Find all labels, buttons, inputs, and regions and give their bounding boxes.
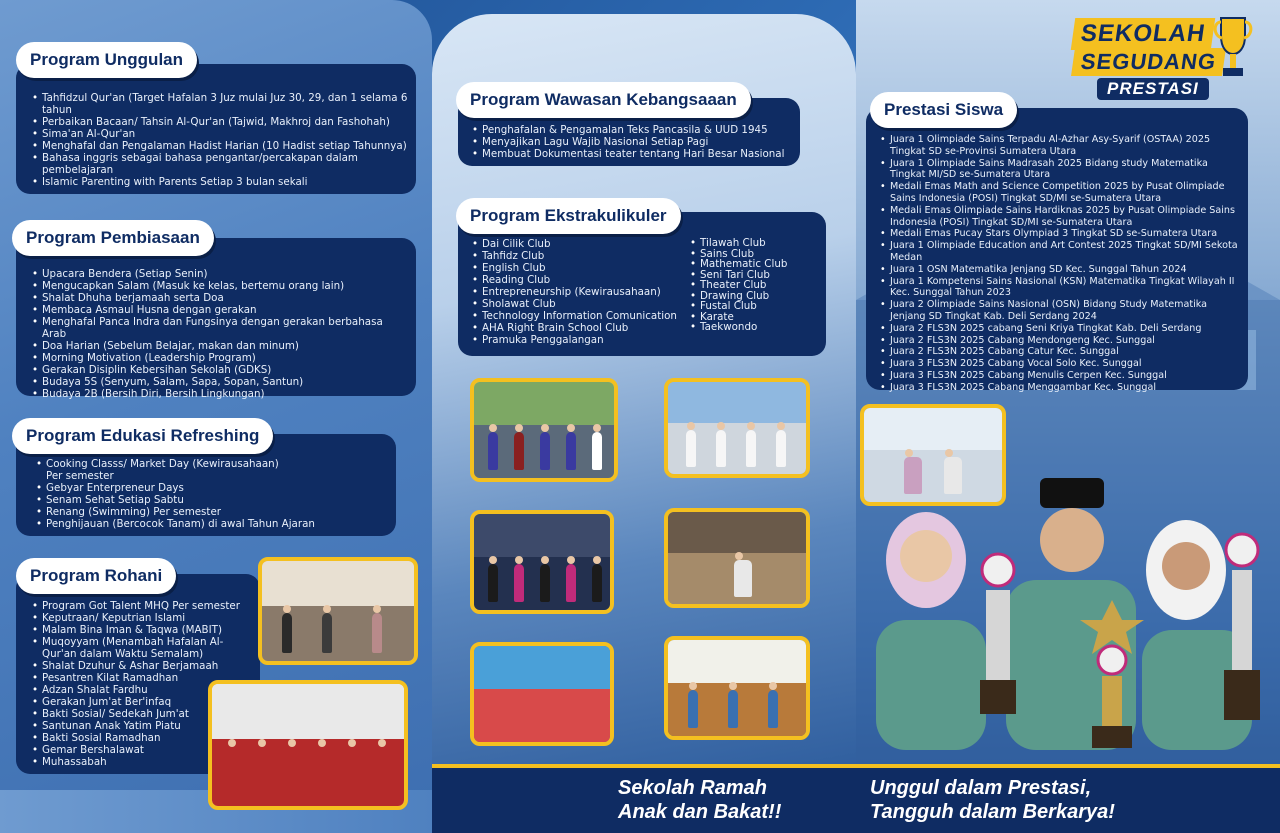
list-item: • Fustal Club xyxy=(688,301,818,312)
list-item: • Taekwondo xyxy=(688,322,818,333)
photo-karate xyxy=(664,378,810,478)
list-item: • Renang (Swimming) Per semester xyxy=(34,506,384,518)
list-item: • Mathematic Club xyxy=(688,259,818,270)
list-item: • Juara 3 FLS3N 2025 Cabang Vocal Solo Kec. Sunggal xyxy=(878,358,1242,370)
list-item: • Juara 1 Olimpiade Sains Terpadu Al-Azhar Asy-Syarif (OSTAA) 2025 Tingkat SD se-Provinsi Sumatera Utara xyxy=(878,134,1242,158)
list-item: • Gemar Bershalawat xyxy=(30,744,256,756)
photo-rohani-study xyxy=(258,557,418,665)
program-unggulan-title: Program Unggulan xyxy=(16,42,197,78)
list-item: • Senam Sehat Setiap Sabtu xyxy=(34,494,384,506)
list-item: • Islamic Parenting with Parents Setiap 3 bulan sekali xyxy=(30,176,408,188)
photo-dance-performance xyxy=(470,510,614,614)
slogan-right xyxy=(870,776,1115,824)
list-item: • Juara 2 FLS3N 2025 Cabang Mendongeng Kec. Sunggal xyxy=(878,335,1242,347)
list-item: • Tahfidzul Qur'an (Target Hafalan 3 Juz mulai Juz 30, 29, dan 1 selama 6 tahun xyxy=(30,92,408,116)
program-refreshing-list xyxy=(34,458,384,530)
list-item: • Upacara Bendera (Setiap Senin) xyxy=(30,268,410,280)
list-item: • Shalat Dzuhur & Ashar Berjamaah xyxy=(30,660,256,672)
slogan-left-line-2: Anak dan Bakat!! xyxy=(618,801,782,823)
list-item: • Sima'an Al-Qur'an xyxy=(30,128,408,140)
list-item: • Technology Information Comunication xyxy=(470,310,688,322)
prestasi-siswa-list xyxy=(878,134,1242,394)
list-item: • Medali Emas Olimpiade Sains Hardiknas 2025 by Pusat Olimpiade Sains Indonesia (POSI) Tingkat SD/MI se-Sumatera Utara xyxy=(878,205,1242,229)
badge-line-2: SEGUDANG xyxy=(1071,48,1226,76)
program-unggulan-list xyxy=(30,92,408,188)
list-item: • Malam Bina Iman & Taqwa (MABIT) xyxy=(30,624,256,636)
program-kebangsaan-title: Program Wawasan Kebangsaaan xyxy=(456,82,751,118)
list-item: • AHA Right Brain School Club xyxy=(470,322,688,334)
list-item: • Doa Harian (Sebelum Belajar, makan dan minum) xyxy=(30,340,410,352)
list-item: • Sholawat Club xyxy=(470,298,688,310)
program-ekskul-title: Program Ekstrakulikuler xyxy=(456,198,681,234)
list-item: • Sains Club xyxy=(688,249,818,260)
program-rohani-title: Program Rohani xyxy=(16,558,176,594)
list-item: • Cooking Classs/ Market Day (Kewirausahaan) Per semester xyxy=(34,458,284,482)
list-item: • Juara 1 Kompetensi Sains Nasional (KSN) Matematika Tingkat Wilayah II Kec. Sunggal Tahun 2023 xyxy=(878,276,1242,300)
list-item: • Bakti Sosial Ramadhan xyxy=(30,732,256,744)
prestasi-siswa-card xyxy=(866,108,1248,393)
list-item: • Program Got Talent MHQ Per semester xyxy=(30,600,256,612)
photo-school-assembly xyxy=(470,642,614,746)
list-item: • Santunan Anak Yatim Piatu xyxy=(30,720,256,732)
photo-martial-arts-group xyxy=(470,378,618,482)
ekskul-list-col1 xyxy=(470,238,688,346)
list-item: • Juara 1 Olimpiade Sains Madrasah 2025 Bidang study Matematika Tingkat MI/SD se-Sumatera Utara xyxy=(878,158,1242,182)
bottom-slogan-bar xyxy=(432,764,1280,833)
trophy-icon xyxy=(1213,14,1253,94)
list-item: • Seni Tari Club xyxy=(688,270,818,281)
photo-students-lineup xyxy=(208,680,408,810)
list-item: • Karate xyxy=(688,312,818,323)
slogan-right-line-2: Tangguh dalam Berkarya! xyxy=(870,801,1115,823)
list-item: • Shalat Dhuha berjamaah serta Doa xyxy=(30,292,410,304)
list-item: • Gerakan Disiplin Kebersihan Sekolah (GDKS) xyxy=(30,364,410,376)
list-item: • Reading Club xyxy=(470,274,688,286)
list-item: • Gebyar Enterpreneur Days xyxy=(34,482,384,494)
program-pembiasaan-title: Program Pembiasaan xyxy=(12,220,214,256)
list-item: • Juara 3 FLS3N 2025 Cabang Menulis Cerpen Kec. Sunggal xyxy=(878,370,1242,382)
trophy-3 xyxy=(1224,534,1260,720)
list-item: • Bahasa inggris sebagai bahasa pengantar/percakapan dalam pembelajaran xyxy=(30,152,408,176)
list-item: • Muhassabah xyxy=(30,756,256,768)
list-item: • Membuat Dokumentasi teater tentang Hari Besar Nasional xyxy=(470,148,796,160)
badge-line-3: PRESTASI xyxy=(1097,78,1209,100)
list-item: • Penghijauan (Bercocok Tanam) di awal Tahun Ajaran xyxy=(34,518,384,530)
list-item: • Pramuka Penggalangan xyxy=(470,334,688,346)
slogan-right-line-1: Unggul dalam Prestasi, xyxy=(870,777,1092,799)
list-item: • Medali Emas Math and Science Competition 2025 by Pusat Olimpiade Sains Indonesia (POSI) Tingkat SD/MI se-Sumatera Utara xyxy=(878,181,1242,205)
list-item: • Tahfidz Club xyxy=(470,250,688,262)
list-item: • Morning Motivation (Leadership Program) xyxy=(30,352,410,364)
list-item: • Budaya 2B (Bersih Diri, Bersih Lingkungan) xyxy=(30,388,410,400)
list-item: • Mengucapkan Salam (Masuk ke kelas, bertemu orang lain) xyxy=(30,280,410,292)
list-item: • Tilawah Club xyxy=(688,238,818,249)
list-item: • Juara 2 FLS3N 2025 Cabang Catur Kec. Sunggal xyxy=(878,346,1242,358)
list-item: • Adzan Shalat Fardhu xyxy=(30,684,256,696)
slogan-left-line-1: Sekolah Ramah xyxy=(618,777,767,799)
list-item: • Juara 2 FLS3N 2025 cabang Seni Kriya Tingkat Kab. Deli Serdang xyxy=(878,323,1242,335)
photo-computer-lab xyxy=(664,636,810,740)
list-item: • Dai Cilik Club xyxy=(470,238,688,250)
list-item: • Juara 1 Olimpiade Education and Art Contest 2025 Tingkat SD/MI Sekota Medan xyxy=(878,240,1242,264)
list-item: • Keputraan/ Keputrian Islami xyxy=(30,612,256,624)
program-kebangsaan-list xyxy=(470,124,796,160)
students-with-trophies-illustration xyxy=(856,470,1276,750)
list-item: • Perbaikan Bacaan/ Tahsin Al-Qur'an (Tajwid, Makhroj dan Fashohah) xyxy=(30,116,408,128)
list-item: • Gerakan Jum'at Ber'infaq xyxy=(30,696,256,708)
list-item: • Muqoyyam (Menambah Hafalan Al-Qur'an dalam Waktu Semalam) xyxy=(30,636,256,660)
list-item: • Menghafal dan Pengalaman Hadist Harian (10 Hadist setiap Tahunnya) xyxy=(30,140,408,152)
list-item: • Theater Club xyxy=(688,280,818,291)
slogan-left xyxy=(618,776,781,824)
list-item: • Juara 2 Olimpiade Sains Nasional (OSN) Bidang Study Matematika Jenjang SD Tingkat Kab. Deli Serdang 2024 xyxy=(878,299,1242,323)
program-unggulan-card xyxy=(16,64,416,194)
prestasi-siswa-title: Prestasi Siswa xyxy=(870,92,1017,128)
list-item: • Menghafal Panca Indra dan Fungsinya dengan gerakan berbahasa Arab xyxy=(30,316,410,340)
list-item: • Juara 1 OSN Matematika Jenjang SD Kec. Sunggal Tahun 2024 xyxy=(878,264,1242,276)
list-item: • Entrepreneurship (Kewirausahaan) xyxy=(470,286,688,298)
list-item: • Pesantren Kilat Ramadhan xyxy=(30,672,256,684)
badge-line-1: SEKOLAH xyxy=(1071,18,1216,50)
photo-speech-contest xyxy=(664,508,810,608)
list-item: • Penghafalan & Pengamalan Teks Pancasila & UUD 1945 xyxy=(470,124,796,136)
sekolah-segudang-prestasi-badge xyxy=(1073,18,1255,96)
ekskul-list-col2 xyxy=(688,238,818,346)
list-item: • Membaca Asmaul Husna dengan gerakan xyxy=(30,304,410,316)
list-item: • Medali Emas Pucay Stars Olympiad 3 Tingkat SD se-Sumatera Utara xyxy=(878,228,1242,240)
program-refreshing-title: Program Edukasi Refreshing xyxy=(12,418,273,454)
program-pembiasaan-list xyxy=(30,268,410,400)
list-item: • Drawing Club xyxy=(688,291,818,302)
list-item: • Juara 3 FLS3N 2025 Cabang Menggambar Kec. Sunggal xyxy=(878,382,1242,394)
program-pembiasaan-card xyxy=(16,238,416,400)
list-item: • Menyajikan Lagu Wajib Nasional Setiap Pagi xyxy=(470,136,796,148)
list-item: • Budaya 5S (Senyum, Salam, Sapa, Sopan, Santun) xyxy=(30,376,410,388)
list-item: • Bakti Sosial/ Sedekah Jum'at xyxy=(30,708,256,720)
list-item: • English Club xyxy=(470,262,688,274)
